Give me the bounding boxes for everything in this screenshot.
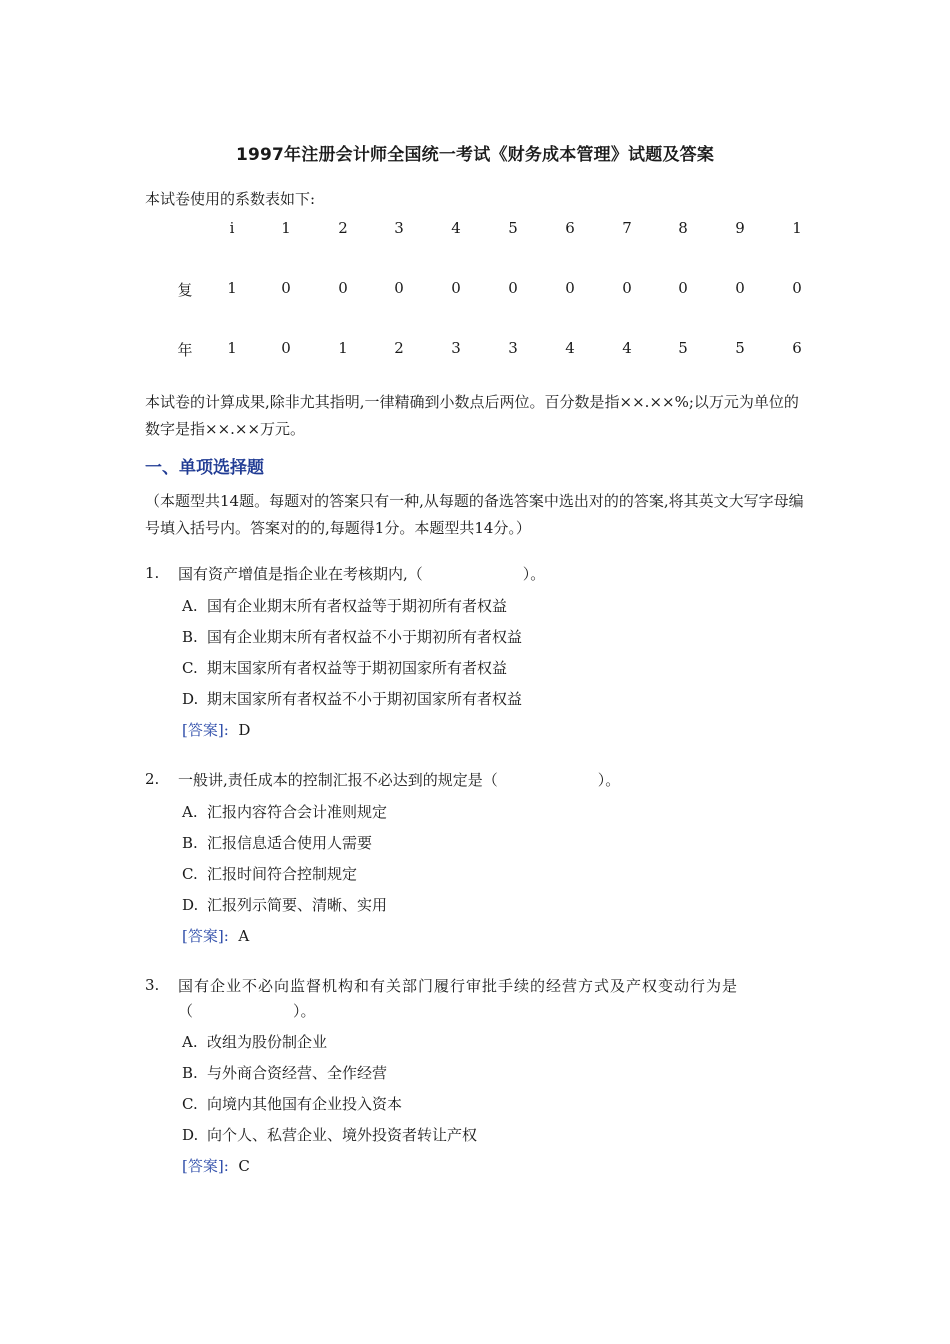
coef-cell: 5	[735, 339, 745, 357]
option-letter: C.	[182, 659, 198, 677]
coef-cell: 7	[622, 219, 632, 237]
option-d	[182, 1124, 477, 1145]
coef-cell: 2	[338, 219, 348, 237]
coef-cell: 1	[338, 339, 348, 357]
question-stem	[178, 561, 808, 587]
coef-cell: 2	[394, 339, 404, 357]
coef-cell: 0	[792, 279, 802, 297]
coef-cell: 3	[508, 339, 518, 357]
answer-tag: [答案]:	[182, 721, 229, 739]
coef-cell: 1	[792, 219, 802, 237]
coef-cell: 0	[565, 279, 575, 297]
question-stem-end: ）。	[293, 1002, 316, 1020]
answer-line	[182, 719, 250, 740]
option-c	[182, 863, 357, 884]
coef-cell: 8	[678, 219, 688, 237]
option-d	[182, 688, 522, 709]
option-b	[182, 626, 522, 647]
section-description: （本题型共14题。每题对的答案只有一种,从每题的备选答案中选出对的的答案,将其英文大写字母编号填入括号内。答案对的的,每题得1分。本题型共14分。）	[145, 492, 804, 537]
coef-cell: 0	[281, 339, 291, 357]
coef-cell: 0	[622, 279, 632, 297]
option-text: 国有企业期末所有者权益等于期初所有者权益	[207, 597, 508, 615]
option-b	[182, 1062, 387, 1083]
coef-cell: 6	[565, 219, 575, 237]
question-stem-text: 一般讲,责任成本的控制汇报不必达到的规定是（	[178, 771, 498, 789]
option-letter: B.	[182, 834, 198, 852]
option-letter: A.	[182, 597, 198, 615]
coef-cell: 4	[451, 219, 461, 237]
coef-cell: 1	[281, 219, 291, 237]
option-text: 期末国家所有者权益不小于期初国家所有者权益	[207, 690, 523, 708]
coef-cell: 0	[508, 279, 518, 297]
coef-cell: 0	[451, 279, 461, 297]
page-title: 1997年注册会计师全国统一考试《财务成本管理》试题及答案	[235, 145, 715, 165]
option-text: 向境内其他国有企业投入资本	[207, 1095, 403, 1113]
option-text: 国有企业期末所有者权益不小于期初所有者权益	[207, 628, 523, 646]
coef-cell: 1	[227, 339, 237, 357]
question-stem-open: （	[178, 1002, 194, 1020]
coef-cell: 9	[735, 219, 745, 237]
question-stem-end: ）。	[522, 565, 546, 583]
option-letter: A.	[182, 803, 198, 821]
option-letter: A.	[182, 1033, 198, 1051]
rounding-note: 本试卷的计算成果,除非尤其指明,一律精确到小数点后两位。百分数是指××.××%;以万元为单位的数字是指××.××万元。	[145, 393, 799, 438]
coef-cell: 4	[565, 339, 575, 357]
coef-row-label: 年	[177, 341, 193, 359]
coef-cell: 6	[792, 339, 802, 357]
question-stem-line2	[178, 998, 808, 1024]
answer-value: A	[238, 927, 250, 945]
option-text: 期末国家所有者权益等于期初国家所有者权益	[207, 659, 508, 677]
option-text: 改组为股份制企业	[207, 1033, 328, 1051]
coef-row-compound	[0, 279, 950, 303]
coef-cell: 0	[338, 279, 348, 297]
question-stem-end: ）。	[597, 771, 621, 789]
option-letter: D.	[182, 896, 199, 914]
answer-value: D	[238, 721, 251, 739]
answer-tag: [答案]:	[182, 1157, 229, 1175]
option-letter: B.	[182, 1064, 198, 1082]
option-a	[182, 801, 387, 822]
intro-text: 本试卷使用的系数表如下:	[145, 190, 316, 208]
coef-cell: 0	[678, 279, 688, 297]
option-text: 向个人、私营企业、境外投资者转让产权	[207, 1126, 478, 1144]
coef-cell: 3	[451, 339, 461, 357]
question-number: 2.	[145, 770, 160, 788]
option-d	[182, 894, 387, 915]
option-text: 汇报列示简要、清晰、实用	[207, 896, 388, 914]
coef-cell: 5	[508, 219, 518, 237]
coef-cell: 3	[394, 219, 404, 237]
coef-cell: 5	[678, 339, 688, 357]
option-b	[182, 832, 372, 853]
coef-cell: 4	[622, 339, 632, 357]
question-stem: 国有企业不必向监督机构和有关部门履行审批手续的经营方式及产权变动行为是	[178, 977, 739, 995]
option-text: 汇报时间符合控制规定	[207, 865, 358, 883]
question-number: 3.	[145, 976, 160, 994]
coef-row-annuity	[0, 339, 950, 363]
option-text: 汇报内容符合会计准则规定	[207, 803, 388, 821]
coef-cell: i	[229, 219, 235, 237]
option-c	[182, 1093, 402, 1114]
section-heading: 一、单项选择题	[145, 458, 264, 478]
coef-cell: 0	[281, 279, 291, 297]
answer-line	[182, 1155, 250, 1176]
option-a	[182, 595, 507, 616]
option-text: 与外商合资经营、全作经营	[207, 1064, 388, 1082]
option-letter: C.	[182, 1095, 198, 1113]
answer-value: C	[238, 1157, 250, 1175]
option-letter: B.	[182, 628, 198, 646]
coef-cell: 0	[394, 279, 404, 297]
option-letter: D.	[182, 690, 199, 708]
option-c	[182, 657, 507, 678]
option-text: 汇报信息适合使用人需要	[207, 834, 373, 852]
coef-cell: 0	[735, 279, 745, 297]
question-stem	[178, 767, 808, 793]
coef-cell: 1	[227, 279, 237, 297]
answer-line	[182, 925, 249, 946]
question-number: 1.	[145, 564, 160, 582]
option-letter: D.	[182, 1126, 199, 1144]
question-stem-text: 国有资产增值是指企业在考核期内,（	[178, 565, 423, 583]
coef-row-header	[0, 219, 950, 243]
option-a	[182, 1031, 327, 1052]
option-letter: C.	[182, 865, 198, 883]
answer-tag: [答案]:	[182, 927, 229, 945]
coef-row-label: 复	[177, 281, 193, 299]
